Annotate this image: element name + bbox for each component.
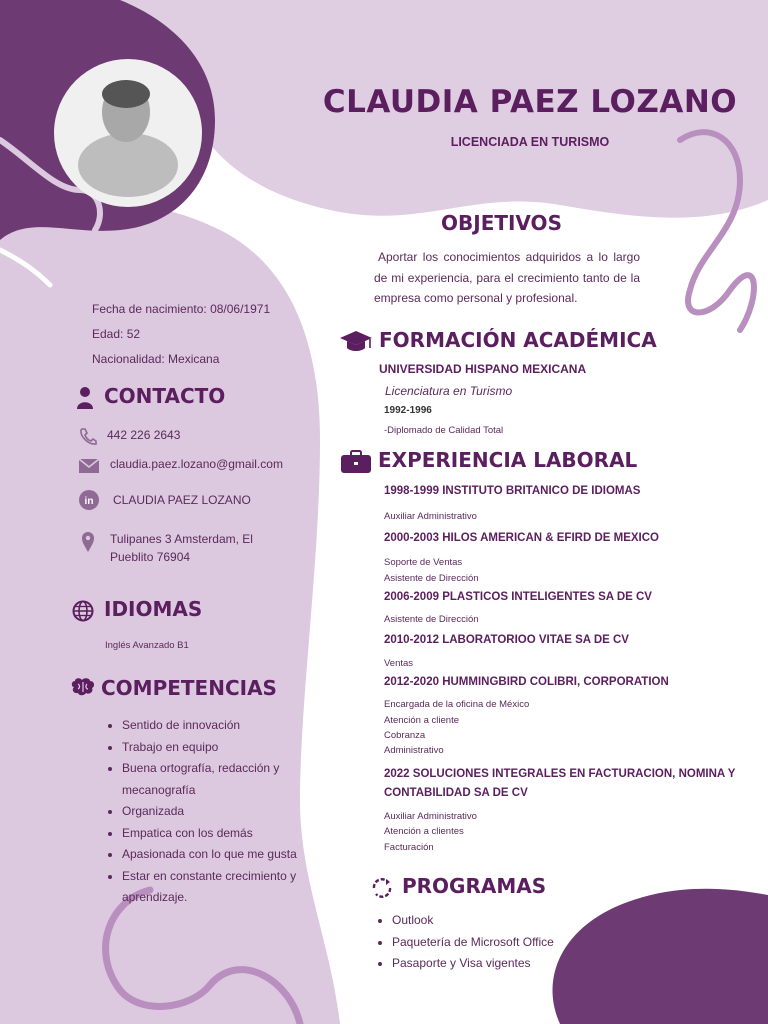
location-pin-icon <box>81 531 95 553</box>
phone-number[interactable]: 442 226 2643 <box>107 428 181 442</box>
job-detail: Asistente de Dirección <box>384 573 479 584</box>
programs-section-title: PROGRAMAS <box>402 874 547 898</box>
briefcase-icon <box>340 450 372 474</box>
job-detail: Cobranza <box>384 730 426 741</box>
email-address[interactable]: claudia.paez.lozano@gmail.com <box>110 457 283 471</box>
job-detail: Administrativo <box>384 745 444 756</box>
job-title: 2022 SOLUCIONES INTEGRALES EN FACTURACION, NOMINA Y CONTABILIDAD SA DE CV <box>384 768 736 799</box>
job-title: 2010-2012 LABORATORIOO VITAE SA DE CV <box>384 634 629 646</box>
contact-section-title: CONTACTO <box>104 384 226 408</box>
program-item: • Outlook <box>392 910 576 932</box>
brain-icon <box>70 677 96 697</box>
degree-name: Licenciatura en Turismo <box>385 384 513 398</box>
graduation-cap-icon <box>339 330 373 354</box>
skill-item: • Buena ortografía, redacción y mecanografía <box>122 758 306 801</box>
objectives-text: Aportar los conocimientos adquiridos a lo largo de mi experiencia, para el crecimiento tanto de la empresa como personal y profesional. <box>374 250 640 305</box>
job-detail: Atención a cliente <box>384 715 459 726</box>
job-detail: Atención a clientes <box>384 826 464 837</box>
birth-date: Fecha de nacimiento: 08/06/1971 <box>92 302 271 316</box>
skills-section-title: COMPETENCIAS <box>101 676 277 700</box>
nationality: Nacionalidad: Mexicana <box>92 352 220 366</box>
program-item: • Paquetería de Microsoft Office <box>392 932 576 954</box>
skill-item: • Sentido de innovación <box>122 715 306 737</box>
linkedin-icon <box>78 489 100 511</box>
skills-list <box>106 715 306 909</box>
phone-icon <box>79 428 97 446</box>
job-detail: Auxiliar Administrativo <box>384 811 477 822</box>
refresh-icon <box>370 876 394 900</box>
university-name: UNIVERSIDAD HISPANO MEXICANA <box>379 362 587 376</box>
job-title: 2000-2003 HILOS AMERICAN & EFIRD DE MEXICO <box>384 532 659 544</box>
email-icon <box>78 458 100 474</box>
job-title: 2012-2020 HUMMINGBIRD COLIBRI, CORPORATION <box>384 676 669 688</box>
degree-years: 1992-1996 <box>384 405 432 416</box>
age: Edad: 52 <box>92 327 141 341</box>
skill-item: • Empatica con los demás <box>122 823 306 845</box>
job-detail: Asistente de Dirección <box>384 614 479 625</box>
skill-item: • Estar en constante crecimiento y aprendizaje. <box>122 866 306 909</box>
skill-item: • Trabajo en equipo <box>122 737 306 759</box>
languages-section-title: IDIOMAS <box>104 597 203 621</box>
job-title: 2006-2009 PLASTICOS INTELIGENTES SA DE CV <box>384 591 652 603</box>
address-line-1: Tulipanes 3 Amsterdam, El <box>110 532 253 546</box>
address-line-2: Pueblito 76904 <box>110 550 191 564</box>
education-section-title: FORMACIÓN ACADÉMICA <box>379 328 657 352</box>
skill-item: • Apasionada con lo que me gusta <box>122 844 306 866</box>
experience-section-title: EXPERIENCIA LABORAL <box>378 448 638 472</box>
job-title: 1998-1999 INSTITUTO BRITANICO DE IDIOMAS <box>384 485 641 497</box>
objectives-section-title: OBJETIVOS <box>441 211 562 235</box>
linkedin-profile[interactable]: CLAUDIA PAEZ LOZANO <box>113 493 251 507</box>
language-item: Inglés Avanzado B1 <box>105 640 189 651</box>
job-detail: Ventas <box>384 658 414 669</box>
program-item: • Pasaporte y Visa vigentes <box>392 953 576 975</box>
svg-text:in: in <box>84 496 94 507</box>
globe-icon <box>72 600 94 622</box>
full-name: CLAUDIA PAEZ LOZANO <box>322 84 738 120</box>
education-note: -Diplomado de Calidad Total <box>384 425 504 436</box>
job-detail: Auxiliar Administrativo <box>384 511 477 522</box>
profession-title: LICENCIADA EN TURISMO <box>450 135 610 149</box>
person-icon <box>76 386 94 410</box>
skill-item: • Organizada <box>122 801 306 823</box>
job-detail: Encargada de la oficina de México <box>384 699 530 710</box>
programs-list <box>376 910 576 975</box>
job-detail: Facturación <box>384 842 434 853</box>
job-detail: Soporte de Ventas <box>384 557 463 568</box>
